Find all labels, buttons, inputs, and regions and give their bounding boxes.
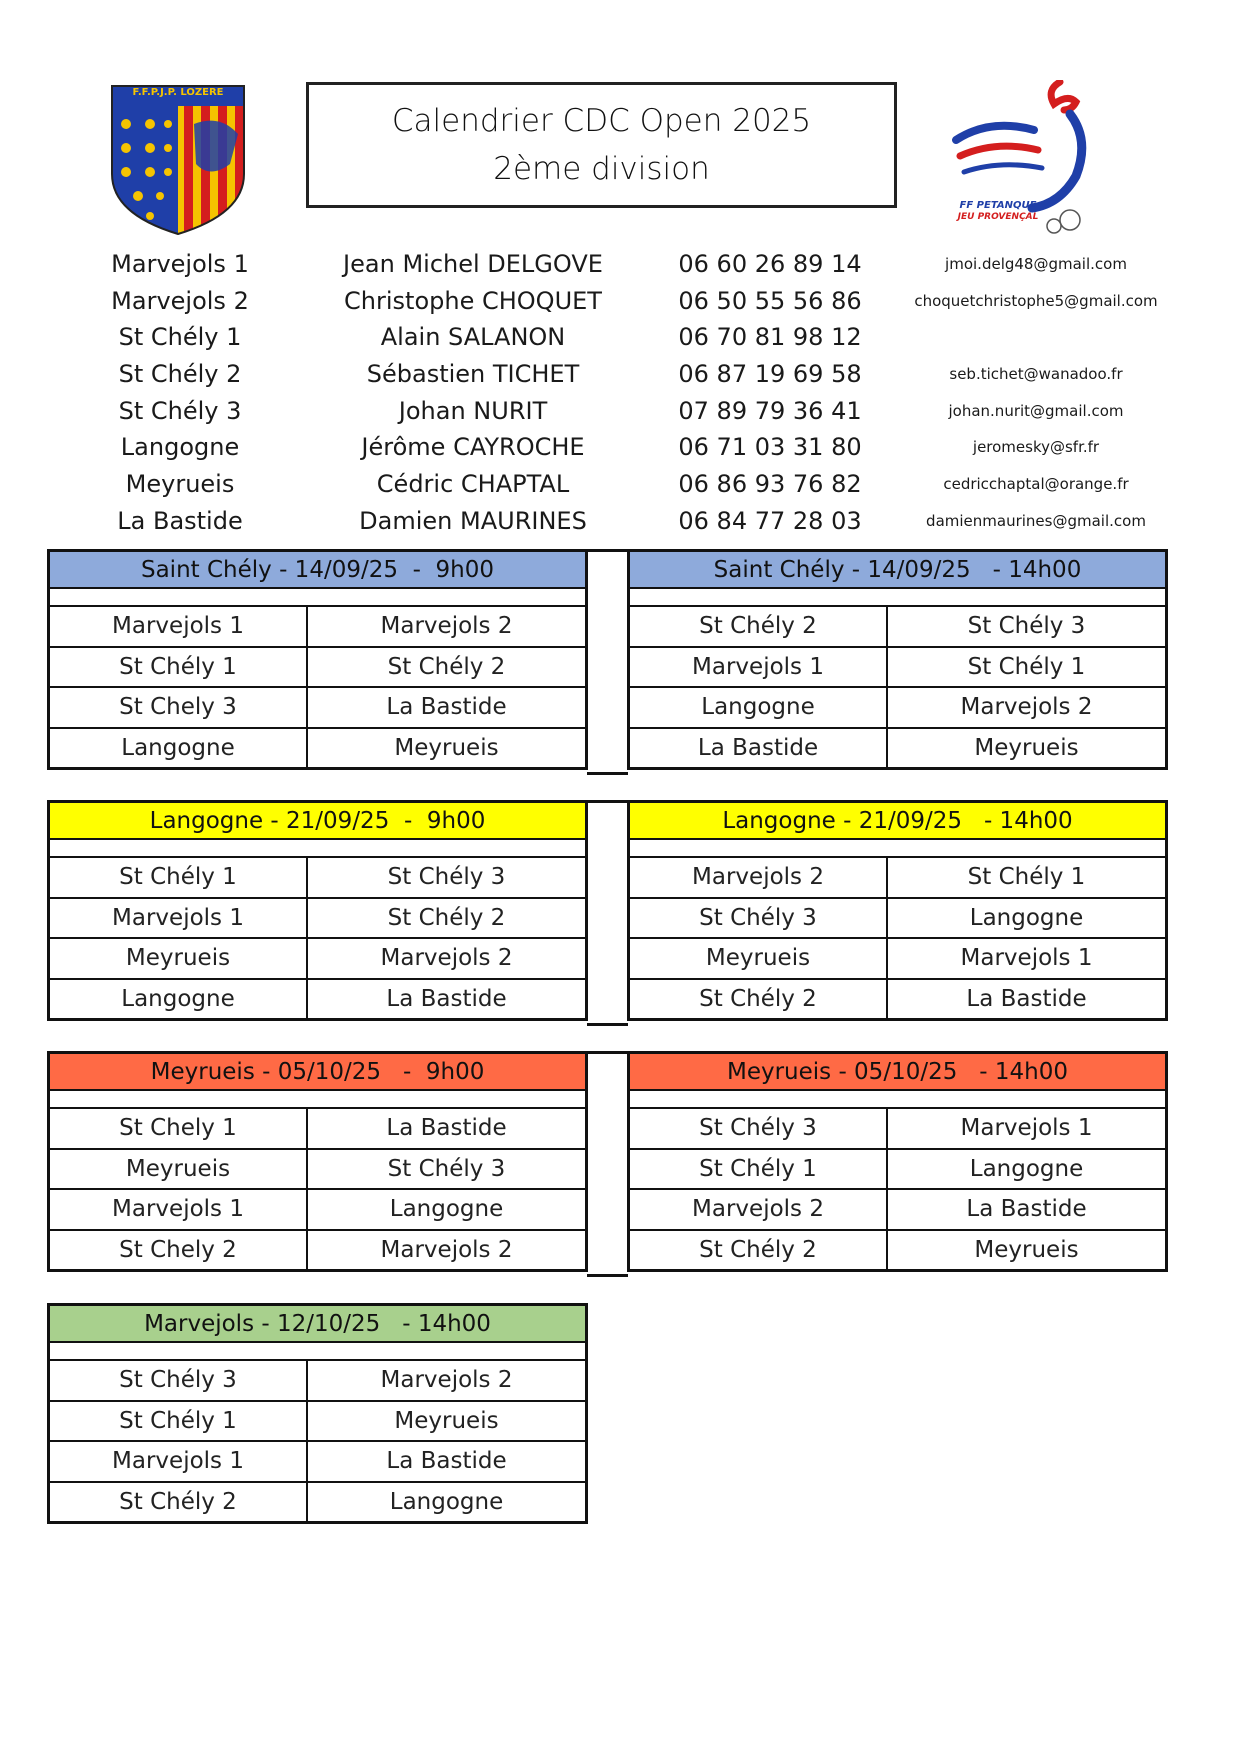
contact-phone: 06 87 19 69 58 — [678, 360, 862, 389]
contact-list — [90, 246, 1190, 540]
away-team: Meyrueis — [974, 734, 1079, 761]
away-team: St Chély 1 — [967, 864, 1086, 891]
match-row — [50, 1231, 585, 1270]
home-team: St Chély 1 — [50, 858, 308, 897]
match-row — [50, 1361, 585, 1402]
round-table — [47, 549, 588, 770]
round-header: Meyrueis - 05/10/25 - 9h00 — [50, 1054, 585, 1091]
away-team: St Chély 1 — [967, 653, 1086, 680]
match-row — [50, 729, 585, 768]
away-team: Marvejols 2 — [380, 945, 513, 972]
contact-row — [90, 429, 1190, 466]
contact-phone: 06 60 26 89 14 — [678, 250, 862, 278]
away-team: Meyrueis — [974, 1236, 1079, 1263]
contact-row — [90, 246, 1190, 283]
contact-phone: 07 89 79 36 41 — [678, 396, 862, 425]
match-row — [50, 688, 585, 729]
match-row — [50, 1402, 585, 1443]
title-box — [306, 82, 897, 208]
contact-email[interactable]: cedricchaptal@orange.fr — [943, 475, 1129, 494]
contact-email[interactable]: johan.nurit@gmail.com — [948, 401, 1124, 420]
match-row — [630, 1231, 1165, 1270]
round-spacer — [630, 840, 1165, 858]
away-team: Marvejols 2 — [960, 694, 1093, 721]
home-team: St Chély 3 — [50, 1361, 308, 1400]
contact-email[interactable]: seb.tichet@wanadoo.fr — [949, 365, 1123, 384]
match-row — [630, 980, 1165, 1019]
home-team: St Chély 2 — [50, 1483, 308, 1522]
round-spacer — [50, 1091, 585, 1109]
round-spacer — [50, 1343, 585, 1361]
contact-phone: 06 86 93 76 82 — [678, 470, 862, 499]
match-row — [50, 1150, 585, 1191]
title-line-1: Calendrier CDC Open 2025 — [391, 103, 812, 139]
home-team: Marvejols 2 — [630, 858, 888, 897]
home-team: Marvejols 1 — [50, 899, 308, 938]
logo-right-text-2: JEU PROVENÇAL — [957, 212, 1039, 222]
round-header: Langogne - 21/09/25 - 9h00 — [50, 803, 585, 840]
contact-name: Cédric CHAPTAL — [376, 470, 570, 499]
contact-name: Jérôme CAYROCHE — [361, 433, 585, 462]
match-row — [630, 688, 1165, 729]
logo-left-text: F.F.P.J.P. LOZERE — [132, 87, 224, 98]
match-row — [50, 858, 585, 899]
contact-row — [90, 356, 1190, 393]
contact-name: Sébastien TICHET — [366, 360, 580, 389]
away-team: Langogne — [969, 904, 1084, 931]
round-spacer — [630, 589, 1165, 607]
away-team: La Bastide — [386, 1115, 507, 1142]
match-row — [50, 607, 585, 648]
home-team: St Chély 1 — [630, 1150, 888, 1189]
home-team: St Chely 1 — [50, 1109, 308, 1148]
home-team: Marvejols 1 — [50, 1190, 308, 1229]
home-team: Marvejols 1 — [630, 648, 888, 687]
match-row — [50, 939, 585, 980]
match-row — [630, 1190, 1165, 1231]
home-team: Marvejols 2 — [630, 1190, 888, 1229]
away-team: Langogne — [389, 1196, 504, 1223]
home-team: Langogne — [630, 688, 888, 727]
match-row — [50, 899, 585, 940]
away-team: Meyrueis — [394, 1407, 499, 1434]
home-team: Langogne — [50, 980, 308, 1019]
home-team: Marvejols 1 — [50, 1442, 308, 1481]
round-spacer — [50, 589, 585, 607]
table-connector — [587, 549, 628, 775]
title-line-2: 2ème division — [493, 151, 710, 187]
away-team: Marvejols 1 — [960, 1115, 1093, 1142]
away-team: St Chély 3 — [387, 864, 506, 891]
home-team: La Bastide — [630, 729, 888, 768]
match-row — [630, 858, 1165, 899]
home-team: St Chely 3 — [50, 688, 308, 727]
home-team: St Chély 1 — [50, 648, 308, 687]
away-team: St Chély 3 — [967, 613, 1086, 640]
match-row — [50, 1483, 585, 1522]
ff-petanque-rooster-logo — [950, 80, 1110, 235]
home-team: Meyrueis — [50, 939, 308, 978]
contact-email[interactable]: jeromesky@sfr.fr — [972, 438, 1100, 457]
contact-team: Marvejols 1 — [111, 250, 249, 278]
home-team: Marvejols 1 — [50, 607, 308, 646]
match-row — [630, 1150, 1165, 1191]
away-team: St Chély 2 — [387, 904, 506, 931]
contact-team: St Chély 2 — [118, 360, 242, 389]
home-team: St Chély 2 — [630, 980, 888, 1019]
lozere-coat-of-arms-logo — [110, 84, 246, 236]
contact-phone: 06 71 03 31 80 — [678, 433, 862, 462]
away-team: St Chély 3 — [387, 1155, 506, 1182]
contact-row — [90, 393, 1190, 430]
contact-name: Damien MAURINES — [359, 506, 587, 535]
away-team: Marvejols 2 — [380, 613, 513, 640]
away-team: La Bastide — [966, 1196, 1087, 1223]
contact-email[interactable]: choquetchristophe5@gmail.com — [914, 291, 1158, 310]
round-header: Meyrueis - 05/10/25 - 14h00 — [630, 1054, 1165, 1091]
match-row — [50, 1109, 585, 1150]
away-team: La Bastide — [386, 694, 507, 721]
away-team: Langogne — [969, 1155, 1084, 1182]
round-spacer — [630, 1091, 1165, 1109]
round-table — [627, 1051, 1168, 1272]
home-team: St Chély 3 — [630, 899, 888, 938]
match-row — [50, 1190, 585, 1231]
home-team: St Chely 2 — [50, 1231, 308, 1270]
round-table — [47, 800, 588, 1021]
contact-team: La Bastide — [117, 506, 243, 535]
home-team: Meyrueis — [630, 939, 888, 978]
away-team: Langogne — [389, 1488, 504, 1515]
home-team: Langogne — [50, 729, 308, 768]
away-team: Marvejols 1 — [960, 945, 1093, 972]
home-team: Meyrueis — [50, 1150, 308, 1189]
away-team: St Chély 2 — [387, 653, 506, 680]
contact-phone: 06 84 77 28 03 — [678, 506, 862, 535]
match-row — [630, 729, 1165, 768]
match-row — [50, 1442, 585, 1483]
contact-team: Marvejols 2 — [111, 286, 249, 315]
away-team: La Bastide — [386, 1448, 507, 1475]
match-row — [630, 939, 1165, 980]
round-table — [47, 1303, 588, 1524]
contact-row — [90, 319, 1190, 356]
away-team: Marvejols 2 — [380, 1236, 513, 1263]
contact-name: Jean Michel DELGOVE — [343, 250, 603, 278]
contact-phone: 06 50 55 56 86 — [678, 286, 862, 315]
table-connector — [587, 800, 628, 1026]
contact-phone: 06 70 81 98 12 — [678, 323, 862, 352]
match-row — [50, 980, 585, 1019]
contact-name: Christophe CHOQUET — [344, 286, 602, 315]
match-row — [630, 607, 1165, 648]
match-row — [50, 648, 585, 689]
away-team: La Bastide — [386, 985, 507, 1012]
round-table — [627, 800, 1168, 1021]
round-header: Saint Chély - 14/09/25 - 14h00 — [630, 552, 1165, 589]
round-table — [627, 549, 1168, 770]
contact-team: St Chély 3 — [118, 396, 242, 425]
contact-name: Alain SALANON — [380, 323, 566, 352]
logo-right-text-1: FF PETANQUE — [959, 200, 1037, 211]
contact-row — [90, 503, 1190, 540]
home-team: St Chély 2 — [630, 607, 888, 646]
contact-team: Meyrueis — [125, 470, 235, 499]
round-header: Langogne - 21/09/25 - 14h00 — [630, 803, 1165, 840]
away-team: Meyrueis — [394, 734, 499, 761]
match-row — [630, 899, 1165, 940]
round-header: Marvejols - 12/10/25 - 14h00 — [50, 1306, 585, 1343]
round-spacer — [50, 840, 585, 858]
home-team: St Chély 2 — [630, 1231, 888, 1270]
home-team: St Chély 1 — [50, 1402, 308, 1441]
contact-row — [90, 283, 1190, 320]
contact-email[interactable]: damienmaurines@gmail.com — [926, 511, 1146, 530]
match-row — [630, 648, 1165, 689]
round-header: Saint Chély - 14/09/25 - 9h00 — [50, 552, 585, 589]
contact-team: St Chély 1 — [118, 323, 242, 352]
away-team: La Bastide — [966, 985, 1087, 1012]
match-row — [630, 1109, 1165, 1150]
contact-name: Johan NURIT — [398, 396, 548, 425]
home-team: St Chély 3 — [630, 1109, 888, 1148]
table-connector — [587, 1051, 628, 1277]
away-team: Marvejols 2 — [380, 1367, 513, 1394]
round-table — [47, 1051, 588, 1272]
contact-team: Langogne — [120, 433, 240, 462]
contact-row — [90, 466, 1190, 503]
contact-email[interactable]: jmoi.delg48@gmail.com — [945, 255, 1127, 273]
